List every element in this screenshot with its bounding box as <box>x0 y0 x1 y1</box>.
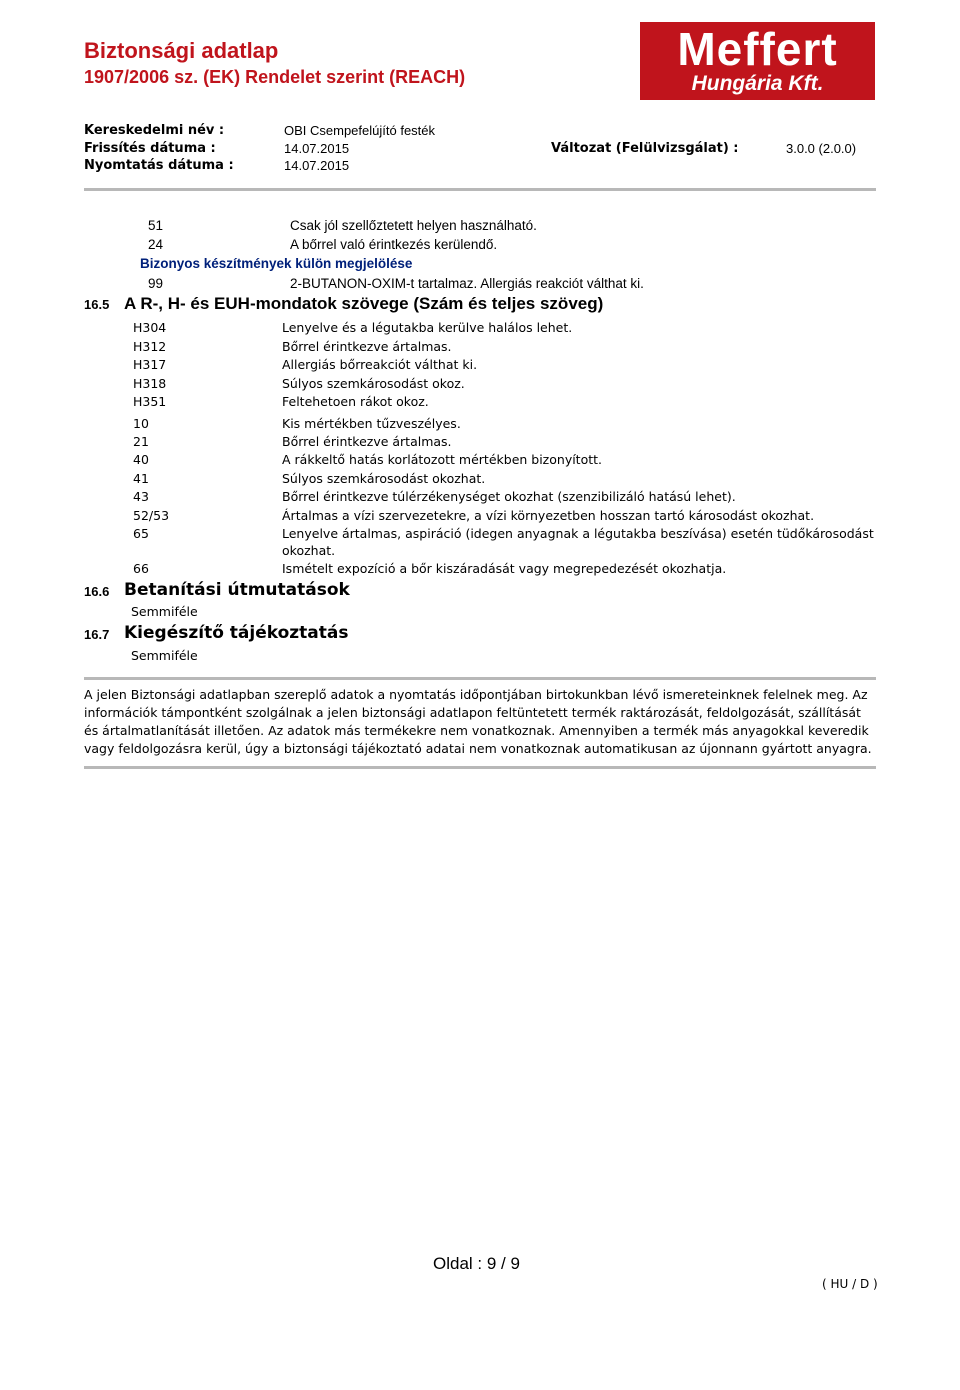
h-phrase-text: Feltehetoen rákot okoz. <box>282 394 429 409</box>
r-phrase-code: 21 <box>133 434 149 449</box>
section-number: 16.6 <box>84 584 110 599</box>
r-phrase-text-continued: okozhat. <box>282 543 336 558</box>
print-date-value: 14.07.2015 <box>284 158 350 173</box>
language-code: ( HU / D ) <box>822 1277 878 1291</box>
logo-main-text: Meffert <box>677 23 838 75</box>
s-phrase-code: 51 <box>148 218 164 233</box>
r-phrase-text: Lenyelve ártalmas, aspiráció (idegen anyagnak a légutakba beszívása) esetén tüdőkárosodást <box>282 526 874 541</box>
special-code: 99 <box>148 276 164 291</box>
h-phrase-code: H317 <box>133 357 167 372</box>
revision-date-label: Frissítés dátuma : <box>84 141 216 156</box>
section-title: A R-, H- és EUH-mondatok szövege (Szám és teljes szöveg) <box>124 294 604 313</box>
s-phrase-code: 24 <box>148 237 164 252</box>
version-value: 3.0.0 (2.0.0) <box>786 141 857 156</box>
document-title: Biztonsági adatlap <box>84 38 279 63</box>
section-title: Betanítási útmutatások <box>124 580 350 600</box>
section-title: Kiegészítő tájékoztatás <box>124 623 349 643</box>
section-number: 16.7 <box>84 627 110 642</box>
h-phrase-text: Bőrrel érintkezve ártalmas. <box>282 339 452 354</box>
r-phrase-code: 43 <box>133 489 149 504</box>
disclaimer-top-divider <box>84 677 876 680</box>
h-phrase-text: Allergiás bőrreakciót válthat ki. <box>282 357 478 372</box>
trade-name-label: Kereskedelmi név : <box>84 123 225 138</box>
r-phrase-text: Súlyos szemkárosodást okozhat. <box>282 471 486 486</box>
h-phrase-code: H312 <box>133 339 167 354</box>
section-body: Semmiféle <box>131 648 198 663</box>
r-phrase-code: 66 <box>133 561 149 576</box>
page-number: Oldal : 9 / 9 <box>433 1254 520 1273</box>
disclaimer-bottom-divider <box>84 766 876 769</box>
regulation-subtitle: 1907/2006 sz. (EK) Rendelet szerint (REACH) <box>84 67 466 87</box>
revision-date-value: 14.07.2015 <box>284 141 350 156</box>
r-phrase-code: 40 <box>133 452 149 467</box>
r-phrase-text: A rákkeltő hatás korlátozott mértékben bizonyított. <box>282 452 603 467</box>
r-phrase-text: Bőrrel érintkezve ártalmas. <box>282 434 452 449</box>
version-label: Változat (Felülvizsgálat) : <box>551 141 739 156</box>
r-phrase-text: Ismételt expozíció a bőr kiszáradását vagy megrepedezését okozhatja. <box>282 561 727 576</box>
trade-name-value: OBI Csempefelújító festék <box>284 123 436 138</box>
r-phrase-code: 41 <box>133 471 149 486</box>
section-number: 16.5 <box>84 297 110 312</box>
r-phrase-text: Kis mértékben tűzveszélyes. <box>282 416 461 431</box>
logo-sub-text: Hungária Kft. <box>691 72 824 95</box>
print-date-label: Nyomtatás dátuma : <box>84 158 234 173</box>
s-phrase-text: A bőrrel való érintkezés kerülendő. <box>290 237 498 252</box>
r-phrase-code: 10 <box>133 416 149 431</box>
r-phrase-text: Bőrrel érintkezve túlérzékenységet okozhat (szenzibilizáló hatású lehet). <box>282 489 736 504</box>
r-phrase-text: Ártalmas a vízi szervezetekre, a vízi környezetben hosszan tartó károsodást okozhat. <box>282 508 815 523</box>
h-phrase-text: Lenyelve és a légutakba kerülve halálos lehet. <box>282 320 573 335</box>
section-body: Semmiféle <box>131 604 198 619</box>
special-text: 2-BUTANON-OXIM-t tartalmaz. Allergiás reakciót válthat ki. <box>290 276 644 291</box>
h-phrase-code: H304 <box>133 320 167 335</box>
header-divider <box>84 188 876 191</box>
s-phrase-text: Csak jól szellőztetett helyen használható. <box>290 218 537 233</box>
r-phrase-code: 65 <box>133 526 149 541</box>
company-logo <box>640 22 875 100</box>
special-labelling-heading: Bizonyos készítmények külön megjelölése <box>140 256 413 271</box>
h-phrase-code: H318 <box>133 376 167 391</box>
h-phrase-code: H351 <box>133 394 167 409</box>
disclaimer-text: A jelen Biztonsági adatlapban szereplő adatok a nyomtatás időpontjában birtokunkban lévő ismereteinknek felelnek meg. Az információk támpontként szolgálnak a jelen biztonsági adatlapon feltüntetett termék raktározását, feldolgozását, szállítását és ártalmatlanítását illetően. Az adatok más termékekre nem vonatkoznak. Amennyiben a termék más anyagokkal keveredik vagy feldolgozásra kerül, úgy a biztonsági tájékoztató adatai nem vonatkoznak automatikusan az újonnann gyártott anyagra. <box>84 687 872 756</box>
r-phrase-code: 52/53 <box>133 508 170 523</box>
h-phrase-text: Súlyos szemkárosodást okoz. <box>282 376 465 391</box>
